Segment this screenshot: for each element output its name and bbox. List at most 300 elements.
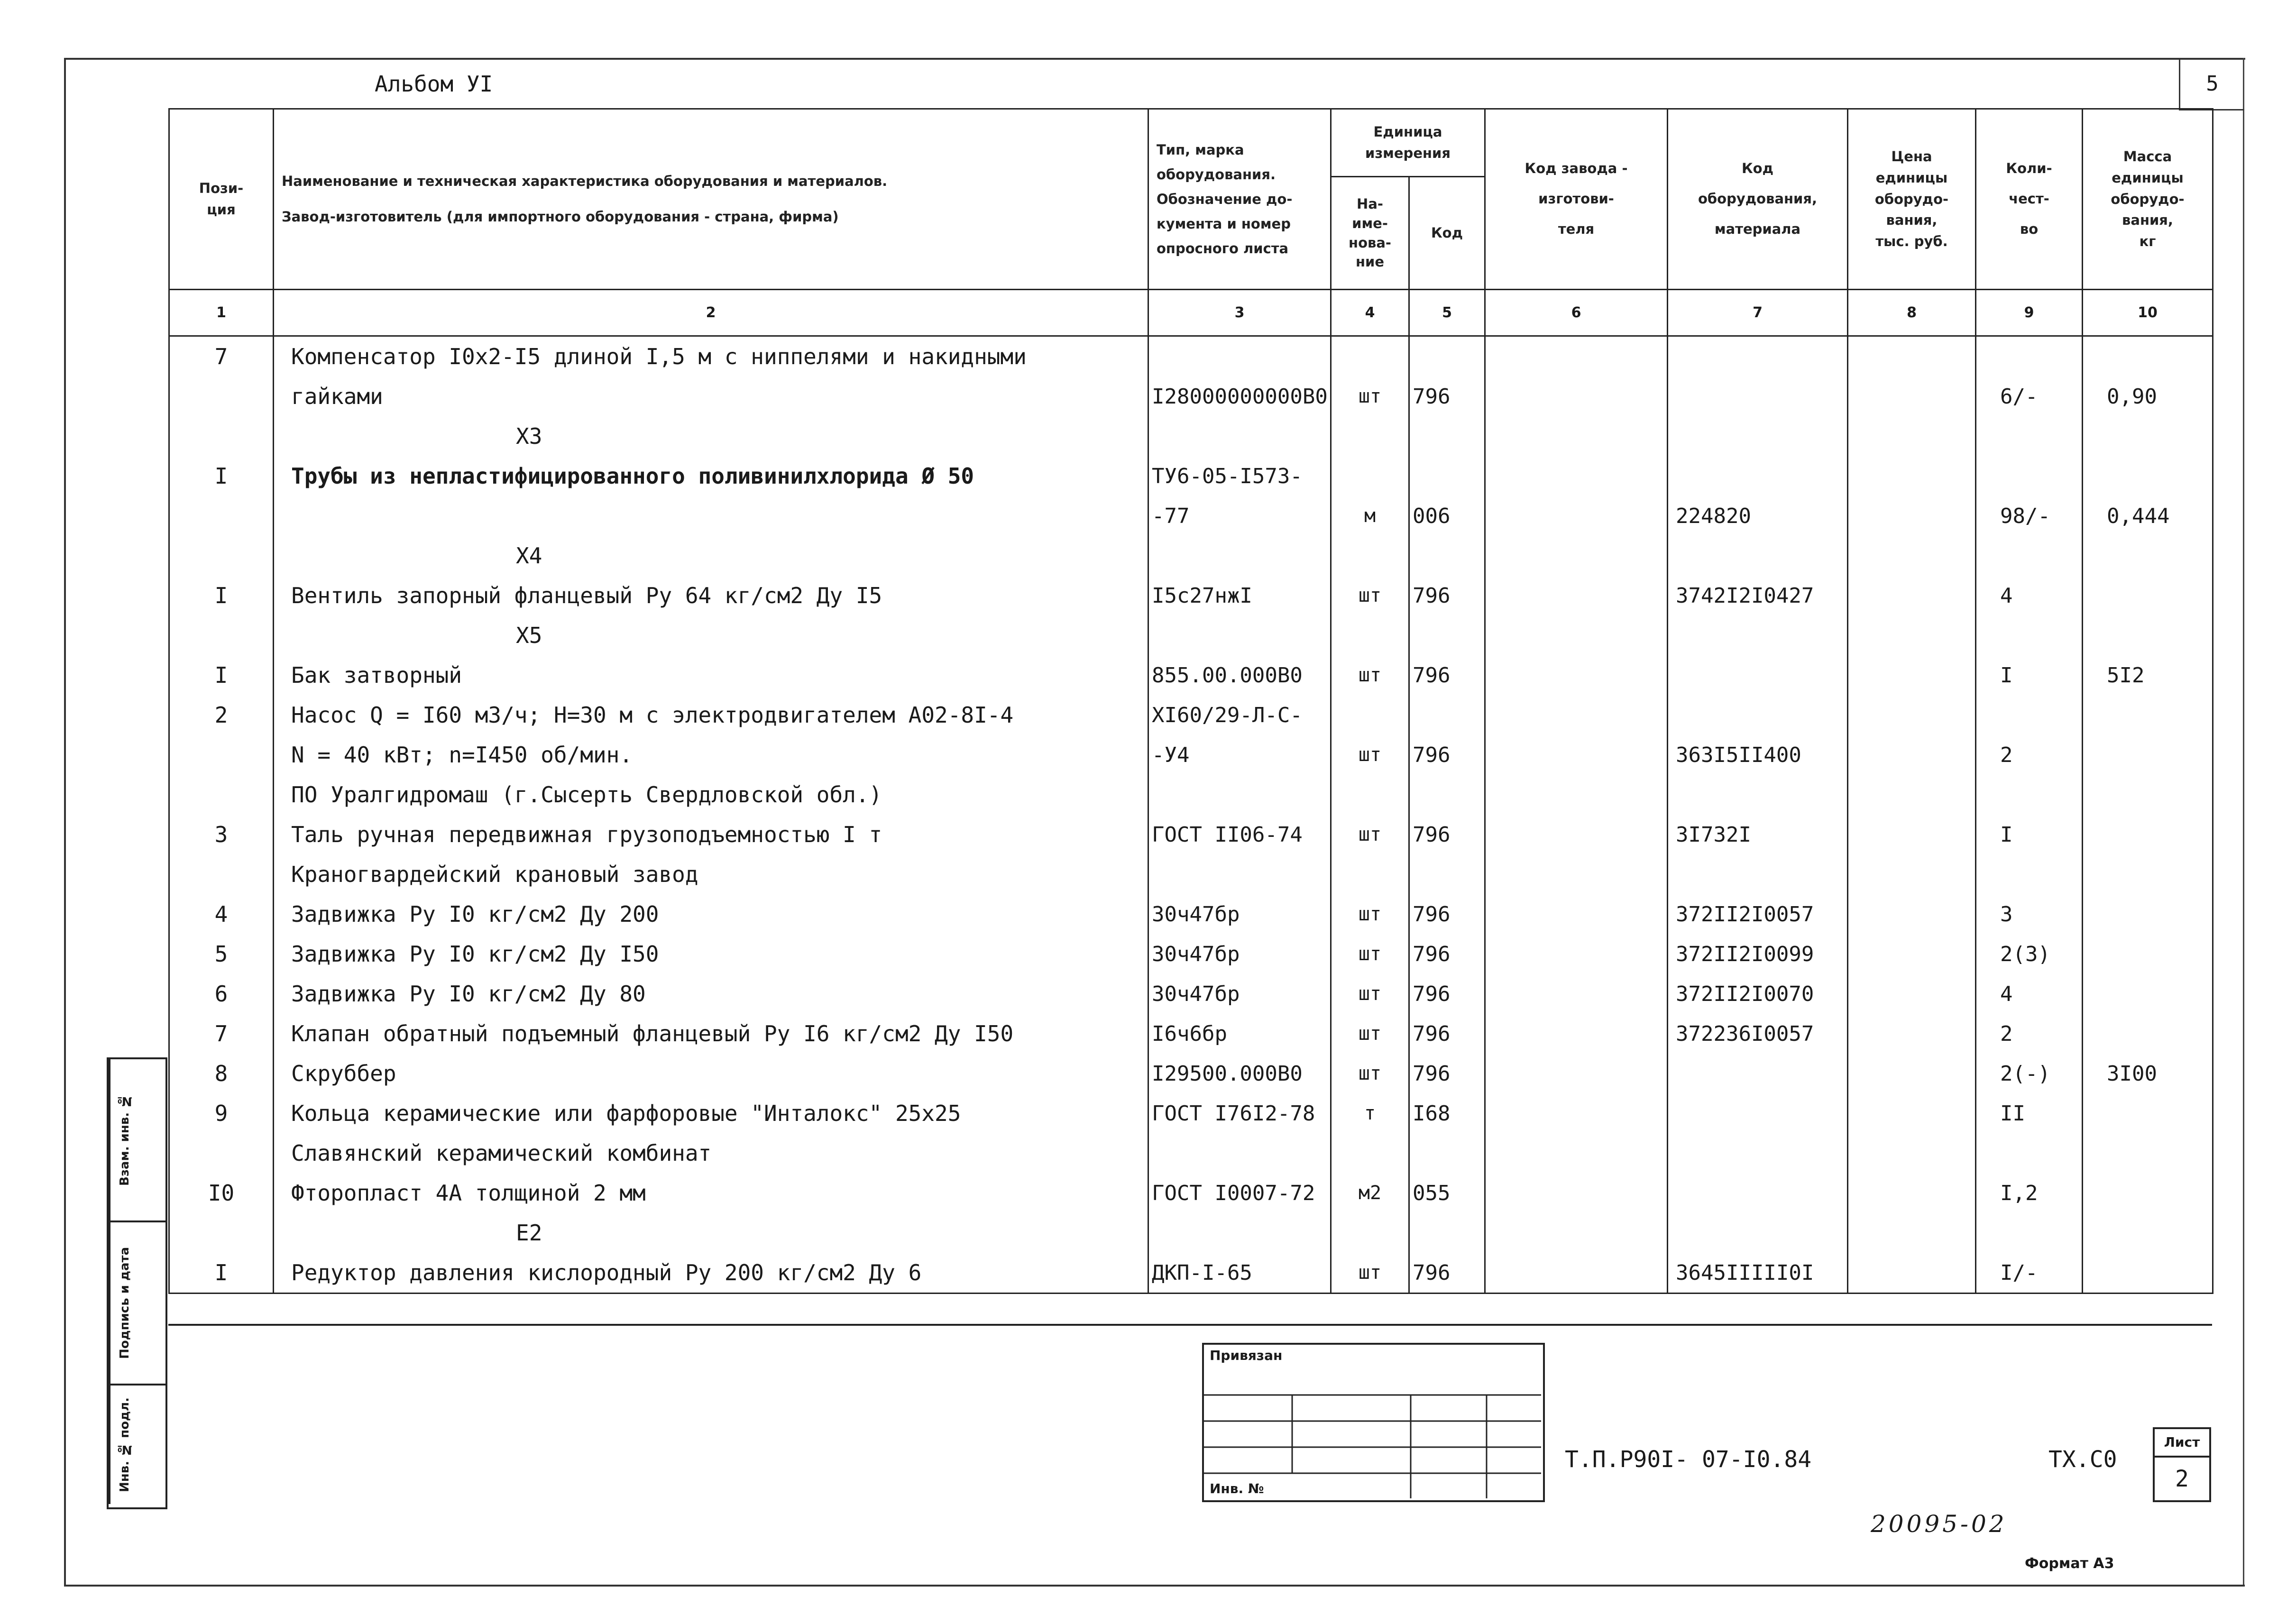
cell-quantity: 4 — [1976, 576, 2083, 615]
cell-name: Таль ручная передвижная грузоподъемностью I т — [274, 815, 1148, 854]
cell-quantity: 2(3) — [1976, 934, 2083, 974]
cell-mass — [2083, 336, 2213, 377]
cell-factory-code — [1485, 775, 1668, 815]
cell-factory-code — [1485, 536, 1668, 576]
page-number: 5 — [2179, 58, 2244, 110]
cell-name: гайками — [274, 376, 1148, 416]
cell-factory-code — [1485, 1054, 1668, 1093]
cell-factory-code — [1485, 1173, 1668, 1213]
privyazan-grid — [1202, 1343, 1541, 1498]
table-row — [169, 974, 2213, 1014]
cell-unit: шт — [1331, 815, 1409, 854]
cell-name: Трубы из непластифицированного поливинилхлорида Ø 50 — [274, 456, 1148, 496]
cell-unit: шт — [1331, 1253, 1409, 1294]
colnum-2: 2 — [274, 290, 1148, 336]
cell-price — [1848, 615, 1976, 655]
cell-position: I — [169, 655, 274, 695]
cell-price — [1848, 854, 1976, 894]
cell-factory-code — [1485, 376, 1668, 416]
cell-price — [1848, 1253, 1976, 1294]
cell-equipment-code — [1668, 695, 1848, 735]
cell-quantity: 6/- — [1976, 376, 2083, 416]
cell-unit-code — [1409, 416, 1485, 456]
privyazan-label: Привязан — [1210, 1348, 1283, 1363]
cell-position: 5 — [169, 934, 274, 974]
cell-equipment-code — [1668, 376, 1848, 416]
cell-unit — [1331, 775, 1409, 815]
cell-factory-code — [1485, 456, 1668, 496]
cell-unit-code — [1409, 536, 1485, 576]
cell-quantity: 2(-) — [1976, 1054, 2083, 1093]
cell-price — [1848, 695, 1976, 735]
cell-quantity: 98/- — [1976, 496, 2083, 536]
cell-factory-code — [1485, 894, 1668, 934]
colnum-1: 1 — [169, 290, 274, 336]
cell-quantity: 2 — [1976, 735, 2083, 775]
cell-type: ДКП-I-65 — [1148, 1253, 1331, 1294]
cell-quantity — [1976, 854, 2083, 894]
cell-unit-code: 006 — [1409, 496, 1485, 536]
cell-quantity: I,2 — [1976, 1173, 2083, 1213]
cell-quantity — [1976, 695, 2083, 735]
cell-mass — [2083, 576, 2213, 615]
cell-unit: шт — [1331, 1014, 1409, 1054]
header-unit-name — [1331, 177, 1409, 290]
cell-price — [1848, 815, 1976, 854]
cell-equipment-code — [1668, 1213, 1848, 1253]
cell-equipment-code — [1668, 1133, 1848, 1173]
cell-unit-code: 796 — [1409, 1253, 1485, 1294]
colnum-5: 5 — [1409, 290, 1485, 336]
cell-unit: шт — [1331, 735, 1409, 775]
cell-unit-code — [1409, 854, 1485, 894]
cell-mass — [2083, 615, 2213, 655]
cell-position: 4 — [169, 894, 274, 934]
cell-position: I0 — [169, 1173, 274, 1213]
cell-factory-code — [1485, 815, 1668, 854]
cell-unit — [1331, 1213, 1409, 1253]
cell-factory-code — [1485, 576, 1668, 615]
table-row — [169, 775, 2213, 815]
cell-unit-code: 796 — [1409, 815, 1485, 854]
cell-position — [169, 536, 274, 576]
cell-quantity — [1976, 336, 2083, 377]
header-unit-code — [1409, 177, 1485, 290]
cell-price — [1848, 1133, 1976, 1173]
table-row — [169, 1133, 2213, 1173]
cell-equipment-code — [1668, 775, 1848, 815]
cell-position: 8 — [169, 1054, 274, 1093]
cell-position — [169, 775, 274, 815]
cell-position — [169, 1213, 274, 1253]
cell-factory-code — [1485, 854, 1668, 894]
cell-name — [274, 496, 1148, 536]
cell-factory-code — [1485, 1133, 1668, 1173]
cell-price — [1848, 1054, 1976, 1093]
cell-mass — [2083, 536, 2213, 576]
cell-unit-code — [1409, 1213, 1485, 1253]
table-row — [169, 336, 2213, 377]
cell-name: Задвижка Ру I0 кг/см2 Ду 80 — [274, 974, 1148, 1014]
table-row — [169, 376, 2213, 416]
cell-unit-code — [1409, 695, 1485, 735]
header-quantity — [1976, 109, 2083, 290]
cell-price — [1848, 416, 1976, 456]
cell-unit-code: 796 — [1409, 735, 1485, 775]
cell-equipment-code: 372II2I0070 — [1668, 974, 1848, 1014]
cell-equipment-code — [1668, 854, 1848, 894]
cell-type: -77 — [1148, 496, 1331, 536]
cell-unit-code — [1409, 1133, 1485, 1173]
header-unit-code-text: Код — [1431, 225, 1463, 241]
stamp-podpis-label: Подпись и дата — [109, 1222, 139, 1384]
cell-name: Клапан обратный подъемный фланцевый Ру I6 кг/см2 Ду I50 — [274, 1014, 1148, 1054]
cell-mass — [2083, 1173, 2213, 1213]
cell-factory-code — [1485, 416, 1668, 456]
cell-factory-code — [1485, 336, 1668, 377]
cell-type: 30ч47бр — [1148, 934, 1331, 974]
header-equipment-code-text: Код оборудования, материала — [1698, 160, 1818, 237]
cell-type — [1148, 615, 1331, 655]
cell-quantity — [1976, 416, 2083, 456]
cell-unit: шт — [1331, 934, 1409, 974]
cell-type: 855.00.000В0 — [1148, 655, 1331, 695]
cell-equipment-code — [1668, 536, 1848, 576]
cell-unit — [1331, 854, 1409, 894]
cell-mass — [2083, 974, 2213, 1014]
cell-unit: шт — [1331, 576, 1409, 615]
header-name-text: Наименование и техническая характеристика оборудования и материалов. Завод-изготовитель (для импортного оборудования - страна, фирма) — [282, 173, 888, 225]
specification-table — [168, 108, 2213, 1294]
cell-factory-code — [1485, 615, 1668, 655]
table-row — [169, 1173, 2213, 1213]
cell-type — [1148, 1133, 1331, 1173]
cell-mass — [2083, 775, 2213, 815]
cell-price — [1848, 536, 1976, 576]
cell-price — [1848, 934, 1976, 974]
table-row — [169, 1093, 2213, 1133]
header-row-1 — [169, 109, 2213, 177]
cell-equipment-code — [1668, 655, 1848, 695]
cell-unit — [1331, 615, 1409, 655]
cell-type: I29500.000В0 — [1148, 1054, 1331, 1093]
cell-unit: м2 — [1331, 1173, 1409, 1213]
cell-unit: шт — [1331, 655, 1409, 695]
cell-price — [1848, 336, 1976, 377]
table-row — [169, 456, 2213, 496]
cell-unit-code: 796 — [1409, 655, 1485, 695]
cell-unit: шт — [1331, 376, 1409, 416]
section-row — [169, 416, 2213, 456]
table-row — [169, 815, 2213, 854]
table-row — [169, 735, 2213, 775]
cell-position — [169, 496, 274, 536]
cell-position — [169, 416, 274, 456]
cell-unit-code: 796 — [1409, 576, 1485, 615]
cell-equipment-code — [1668, 1054, 1848, 1093]
cell-mass — [2083, 1133, 2213, 1173]
cell-unit-code: 796 — [1409, 1054, 1485, 1093]
frame-top-line — [64, 58, 2245, 60]
cell-mass — [2083, 695, 2213, 735]
header-factory-code-text: Код завода - изготови- теля — [1525, 160, 1628, 237]
cell-price — [1848, 496, 1976, 536]
header-unit-name-text: На- име- нова- ние — [1349, 196, 1391, 270]
cell-name: Задвижка Ру I0 кг/см2 Ду 200 — [274, 894, 1148, 934]
table-row — [169, 934, 2213, 974]
cell-quantity: 4 — [1976, 974, 2083, 1014]
cell-equipment-code: 372II2I0099 — [1668, 934, 1848, 974]
bottom-divider — [168, 1324, 2212, 1326]
cell-position: I — [169, 456, 274, 496]
sheet-label: Лист — [2155, 1429, 2209, 1458]
header-quantity-text: Коли- чест- во — [2006, 160, 2052, 237]
cell-factory-code — [1485, 1093, 1668, 1133]
cell-type: 30ч47бр — [1148, 894, 1331, 934]
cell-name: Компенсатор I0x2-I5 длиной I,5 м с ниппелями и накидными — [274, 336, 1148, 377]
cell-type: -У4 — [1148, 735, 1331, 775]
cell-mass — [2083, 934, 2213, 974]
cell-price — [1848, 894, 1976, 934]
table-row — [169, 854, 2213, 894]
cell-price — [1848, 775, 1976, 815]
cell-unit — [1331, 456, 1409, 496]
table-row — [169, 894, 2213, 934]
cell-unit: м — [1331, 496, 1409, 536]
cell-position: 7 — [169, 1014, 274, 1054]
cell-position: 6 — [169, 974, 274, 1014]
cell-equipment-code: 363I5II400 — [1668, 735, 1848, 775]
cell-factory-code — [1485, 695, 1668, 735]
cell-type: ХI60/29-Л-С- — [1148, 695, 1331, 735]
cell-mass — [2083, 1213, 2213, 1253]
cell-name: Фторопласт 4А толщиной 2 мм — [274, 1173, 1148, 1213]
cell-mass: 3I00 — [2083, 1054, 2213, 1093]
cell-type: ГОСТ I76I2-78 — [1148, 1093, 1331, 1133]
cell-quantity: I — [1976, 815, 2083, 854]
cell-unit: шт — [1331, 1054, 1409, 1093]
table-row — [169, 695, 2213, 735]
cell-quantity: 3 — [1976, 894, 2083, 934]
cell-position: 2 — [169, 695, 274, 735]
cell-equipment-code: 3I732I — [1668, 815, 1848, 854]
cell-mass — [2083, 815, 2213, 854]
cell-factory-code — [1485, 1014, 1668, 1054]
table-body — [169, 290, 2213, 1294]
stamp-inv-label: Инв. № подл. — [109, 1385, 139, 1504]
cell-price — [1848, 1093, 1976, 1133]
colnum-10: 10 — [2083, 290, 2213, 336]
table-row — [169, 576, 2213, 615]
cell-type: ТУ6-05-I573- — [1148, 456, 1331, 496]
cell-unit-code: 796 — [1409, 1014, 1485, 1054]
cell-unit — [1331, 336, 1409, 377]
cell-unit-code — [1409, 775, 1485, 815]
cell-type: I5с27нжI — [1148, 576, 1331, 615]
frame-right-line — [2243, 58, 2244, 1585]
cell-name: Задвижка Ру I0 кг/см2 Ду I50 — [274, 934, 1148, 974]
cell-factory-code — [1485, 655, 1668, 695]
cell-name: Е2 — [274, 1213, 1148, 1253]
cell-price — [1848, 655, 1976, 695]
cell-position: 3 — [169, 815, 274, 854]
cell-mass — [2083, 416, 2213, 456]
inv-no-label: Инв. № — [1210, 1481, 1264, 1496]
cell-name: Редуктор давления кислородный Ру 200 кг/см2 Ду 6 — [274, 1253, 1148, 1294]
header-mass-text: Масса единицы оборудо- вания, кг — [2111, 148, 2185, 250]
section-row — [169, 1213, 2213, 1253]
cell-equipment-code: 372236I0057 — [1668, 1014, 1848, 1054]
cell-factory-code — [1485, 496, 1668, 536]
header-factory-code — [1485, 109, 1668, 290]
margin-stamp — [107, 1057, 167, 1509]
section-row — [169, 615, 2213, 655]
cell-equipment-code — [1668, 615, 1848, 655]
cell-equipment-code: 224820 — [1668, 496, 1848, 536]
header-price-text: Цена единицы оборудо- вания, тыс. руб. — [1874, 148, 1949, 250]
header-unit-group-text: Единица измерения — [1365, 124, 1451, 161]
cell-type: ГОСТ I0007-72 — [1148, 1173, 1331, 1213]
cell-quantity: I/- — [1976, 1253, 2083, 1294]
table-row — [169, 1253, 2213, 1294]
cell-quantity — [1976, 775, 2083, 815]
cell-quantity — [1976, 1213, 2083, 1253]
cell-unit — [1331, 695, 1409, 735]
cell-position: 7 — [169, 336, 274, 377]
cell-price — [1848, 376, 1976, 416]
cell-unit — [1331, 1133, 1409, 1173]
cell-name: ПО Уралгидромаш (г.Сысерть Свердловской обл.) — [274, 775, 1148, 815]
cell-mass: 0,90 — [2083, 376, 2213, 416]
column-numbers-row — [169, 290, 2213, 336]
cell-type — [1148, 336, 1331, 377]
sheet-number: 2 — [2175, 1466, 2189, 1492]
cell-name: N = 40 кВт; n=I450 об/мин. — [274, 735, 1148, 775]
header-type — [1148, 109, 1331, 290]
cell-equipment-code: 3742I2I0427 — [1668, 576, 1848, 615]
privyazan-box — [1202, 1343, 1545, 1502]
cell-position: I — [169, 1253, 274, 1294]
header-unit-group — [1331, 109, 1485, 177]
document-designation: Т.П.Р90I- 07-I0.84 — [1565, 1446, 1812, 1473]
cell-mass — [2083, 894, 2213, 934]
colnum-4: 4 — [1331, 290, 1409, 336]
cell-unit: т — [1331, 1093, 1409, 1133]
cell-type: ГОСТ II06-74 — [1148, 815, 1331, 854]
cell-price — [1848, 974, 1976, 1014]
cell-position: I — [169, 576, 274, 615]
cell-position — [169, 854, 274, 894]
cell-type — [1148, 416, 1331, 456]
cell-equipment-code — [1668, 336, 1848, 377]
cell-unit-code — [1409, 456, 1485, 496]
cell-position — [169, 376, 274, 416]
cell-quantity: 2 — [1976, 1014, 2083, 1054]
format-label: Формат А3 — [2025, 1555, 2114, 1572]
cell-equipment-code — [1668, 1173, 1848, 1213]
cell-name: Краногвардейский крановый завод — [274, 854, 1148, 894]
cell-quantity — [1976, 456, 2083, 496]
cell-equipment-code — [1668, 1093, 1848, 1133]
cell-quantity — [1976, 1133, 2083, 1173]
cell-unit-code: 796 — [1409, 376, 1485, 416]
header-type-text: Тип, марка оборудования. Обозначение до- кумента и номер опросного листа — [1157, 141, 1293, 257]
cell-position — [169, 735, 274, 775]
cell-factory-code — [1485, 735, 1668, 775]
cell-name: Насос Q = I60 м3/ч; Н=30 м с электродвигателем А02-8I-4 — [274, 695, 1148, 735]
cell-position: 9 — [169, 1093, 274, 1133]
cell-name: Вентиль запорный фланцевый Ру 64 кг/см2 Ду I5 — [274, 576, 1148, 615]
colnum-6: 6 — [1485, 290, 1668, 336]
colnum-8: 8 — [1848, 290, 1976, 336]
header-mass — [2083, 109, 2213, 290]
cell-name: ХЗ — [274, 416, 1148, 456]
cell-mass: 0,444 — [2083, 496, 2213, 536]
cell-mass — [2083, 1014, 2213, 1054]
cell-factory-code — [1485, 1253, 1668, 1294]
cell-price — [1848, 735, 1976, 775]
cell-price — [1848, 1173, 1976, 1213]
cell-type: I28000000000В0 — [1148, 376, 1331, 416]
cell-unit-code: 796 — [1409, 934, 1485, 974]
cell-mass — [2083, 1253, 2213, 1294]
cell-quantity — [1976, 536, 2083, 576]
cell-equipment-code: 372II2I0057 — [1668, 894, 1848, 934]
cell-factory-code — [1485, 974, 1668, 1014]
cell-mass: 5I2 — [2083, 655, 2213, 695]
header-name — [274, 109, 1148, 290]
album-title: Альбом УI — [375, 71, 493, 97]
cell-quantity: I — [1976, 655, 2083, 695]
cell-name: Славянский керамический комбинат — [274, 1133, 1148, 1173]
header-position-text: Пози- ция — [199, 180, 244, 218]
cell-position — [169, 615, 274, 655]
cell-price — [1848, 1213, 1976, 1253]
table-row — [169, 496, 2213, 536]
table-row — [169, 655, 2213, 695]
cell-type — [1148, 775, 1331, 815]
header-price — [1848, 109, 1976, 290]
cell-mass — [2083, 735, 2213, 775]
cell-unit: шт — [1331, 974, 1409, 1014]
cell-name: Скруббер — [274, 1054, 1148, 1093]
header-position — [169, 109, 274, 290]
cell-unit-code: I68 — [1409, 1093, 1485, 1133]
cell-name: Кольца керамические или фарфоровые "Инталокс" 25х25 — [274, 1093, 1148, 1133]
cell-quantity — [1976, 615, 2083, 655]
cell-name: Бак затворный — [274, 655, 1148, 695]
sheet-box — [2153, 1427, 2211, 1502]
cell-type — [1148, 536, 1331, 576]
cell-unit-code: 796 — [1409, 974, 1485, 1014]
cell-type — [1148, 854, 1331, 894]
document-code: ТХ.С0 — [2048, 1446, 2117, 1473]
cell-mass — [2083, 1093, 2213, 1133]
cell-unit: шт — [1331, 894, 1409, 934]
stamp-vzam-label: Взам. инв. № — [109, 1059, 139, 1220]
handwritten-number: 20095-02 — [1871, 1510, 2007, 1538]
table-row — [169, 1014, 2213, 1054]
cell-unit — [1331, 416, 1409, 456]
cell-type — [1148, 1213, 1331, 1253]
cell-quantity: II — [1976, 1093, 2083, 1133]
cell-equipment-code — [1668, 456, 1848, 496]
cell-equipment-code: 3645IIIII0I — [1668, 1253, 1848, 1294]
cell-mass — [2083, 854, 2213, 894]
cell-position — [169, 1133, 274, 1173]
colnum-3: 3 — [1148, 290, 1331, 336]
cell-factory-code — [1485, 1213, 1668, 1253]
